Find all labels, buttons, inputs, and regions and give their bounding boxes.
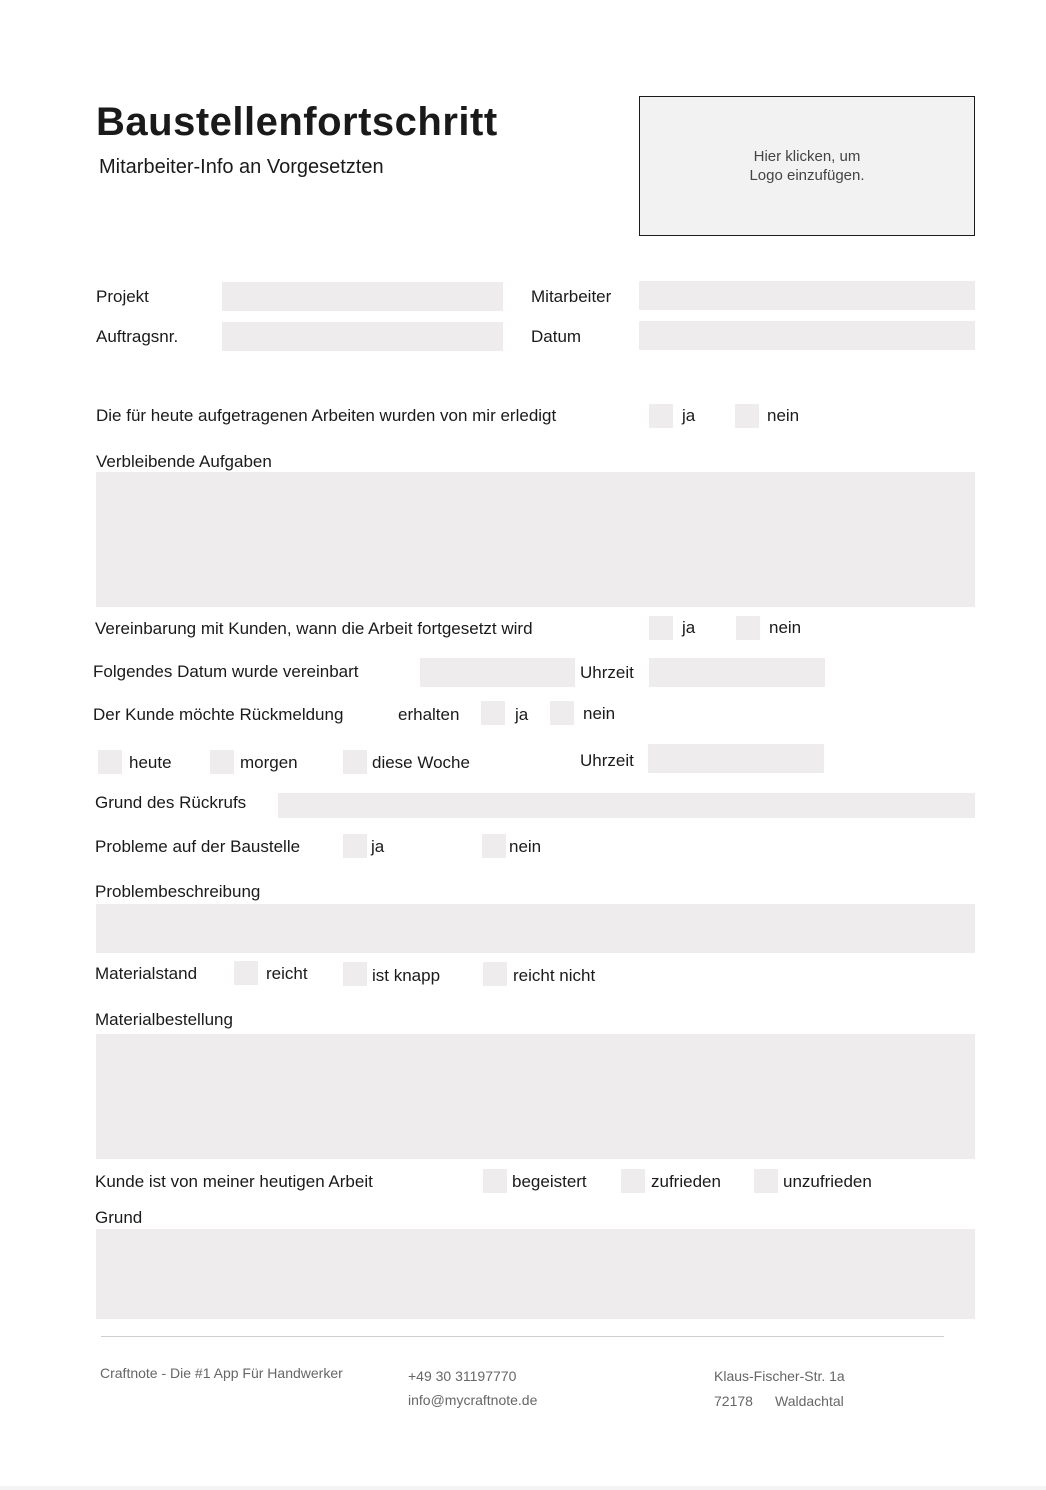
grund-rueckruf-label: Grund des Rückrufs [95,793,247,812]
folgendes-datum-field[interactable] [420,658,575,687]
morgen-label: morgen [240,753,298,772]
reicht-label: reicht [266,964,308,983]
vereinbarung-nein-label: nein [769,618,802,637]
begeistert-label: begeistert [512,1172,587,1191]
probleme-nein-label: nein [509,837,542,856]
probleme-nein-checkbox[interactable] [482,834,506,858]
problembeschreibung-label: Problembeschreibung [95,882,261,901]
verbleibende-aufgaben-label: Verbleibende Aufgaben [96,452,272,471]
probleme-ja-label: ja [371,837,385,856]
rueckmeldung-label: Der Kunde möchte Rückmeldung [93,705,344,724]
arbeiten-erledigt-ja-label: ja [682,406,696,425]
arbeiten-erledigt-nein-label: nein [767,406,800,425]
logo-placeholder-text: Hier klicken, um Logo einzufügen. [749,148,865,184]
uhrzeit-rueckruf-field[interactable] [648,744,824,773]
arbeiten-erledigt-nein-checkbox[interactable] [735,404,759,428]
footer-email: info@mycraftnote.de [408,1392,538,1408]
materialbestellung-label: Materialbestellung [95,1010,233,1029]
unzufrieden-checkbox[interactable] [754,1169,778,1193]
diese-woche-checkbox[interactable] [343,750,367,774]
vereinbarung-label: Vereinbarung mit Kunden, wann die Arbeit fortgesetzt wird [95,619,533,638]
zufrieden-checkbox[interactable] [621,1169,645,1193]
uhrzeit-label: Uhrzeit [580,663,634,682]
page-subtitle: Mitarbeiter-Info an Vorgesetzten [99,156,384,178]
footer-city: Waldachtal [775,1393,844,1409]
heute-label: heute [129,753,172,772]
datum-field[interactable] [639,321,975,350]
projekt-label: Projekt [96,287,149,306]
arbeiten-erledigt-label: Die für heute aufgetragenen Arbeiten wurden von mir erledigt [96,406,557,425]
footer-phone: +49 30 31197770 [408,1368,517,1384]
begeistert-checkbox[interactable] [483,1169,507,1193]
footer-divider [101,1336,944,1337]
uhrzeit-field[interactable] [649,658,825,687]
vereinbarung-ja-checkbox[interactable] [649,616,673,640]
rueckmeldung-ja-label: ja [515,705,529,724]
page-title: Baustellenfortschritt [96,100,498,144]
vereinbarung-ja-label: ja [682,618,696,637]
auftragsnr-field[interactable] [222,322,503,351]
mitarbeiter-field[interactable] [639,281,975,310]
auftragsnr-label: Auftragsnr. [96,327,179,346]
reicht-nicht-label: reicht nicht [513,966,596,985]
datum-label: Datum [531,327,582,346]
folgendes-datum-label: Folgendes Datum wurde vereinbart [93,662,359,681]
grund-label: Grund [95,1208,143,1227]
uhrzeit-rueckruf-label: Uhrzeit [580,751,634,770]
rueckmeldung-nein-checkbox[interactable] [550,701,574,725]
logo-upload-box[interactable] [639,96,975,236]
grund-rueckruf-field[interactable] [278,793,975,818]
ist-knapp-checkbox[interactable] [343,962,367,986]
heute-checkbox[interactable] [98,750,122,774]
probleme-ja-checkbox[interactable] [343,834,367,858]
rueckmeldung-suffix-label: erhalten [398,705,460,724]
problembeschreibung-textarea[interactable] [96,904,975,953]
reicht-checkbox[interactable] [234,961,258,985]
ist-knapp-label: ist knapp [372,966,441,985]
probleme-label: Probleme auf der Baustelle [95,837,301,856]
vereinbarung-nein-checkbox[interactable] [736,616,760,640]
zufrieden-label: zufrieden [651,1172,721,1191]
reicht-nicht-checkbox[interactable] [483,962,507,986]
arbeiten-erledigt-ja-checkbox[interactable] [649,404,673,428]
kunde-arbeit-label: Kunde ist von meiner heutigen Arbeit [95,1172,373,1191]
rueckmeldung-ja-checkbox[interactable] [481,701,505,725]
mitarbeiter-label: Mitarbeiter [531,287,612,306]
materialbestellung-textarea[interactable] [96,1034,975,1159]
unzufrieden-label: unzufrieden [783,1172,872,1191]
rueckmeldung-nein-label: nein [583,704,616,723]
footer-company: Craftnote - Die #1 App Für Handwerker [100,1365,343,1381]
diese-woche-label: diese Woche [372,753,470,772]
projekt-field[interactable] [222,282,503,311]
grund-textarea[interactable] [96,1229,975,1319]
verbleibende-aufgaben-textarea[interactable] [96,472,975,607]
footer-street: Klaus-Fischer-Str. 1a [714,1368,845,1384]
materialstand-label: Materialstand [95,964,198,983]
footer-zip: 72178 [714,1393,753,1409]
page-bottom-edge [0,1486,1046,1490]
morgen-checkbox[interactable] [210,750,234,774]
